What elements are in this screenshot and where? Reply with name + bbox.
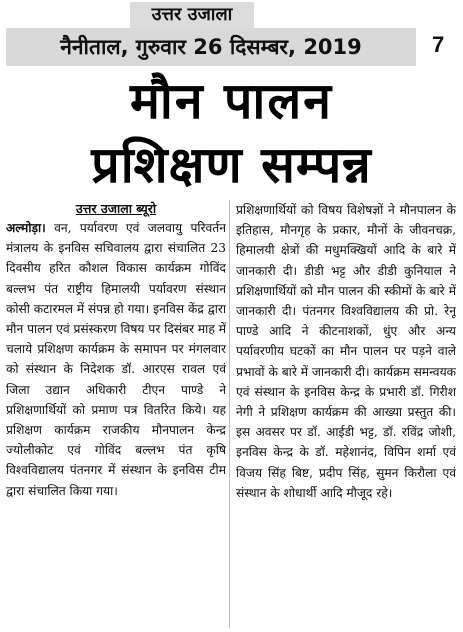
byline: उत्तर उजाला ब्यूरो bbox=[75, 201, 157, 216]
newspaper-name: उत्तर उजाला bbox=[130, 2, 254, 28]
headline-line-2: प्रशिक्षण सम्पन्न bbox=[91, 136, 372, 194]
page-number: 7 bbox=[432, 32, 445, 57]
dateline-place: अल्मोड़ा। bbox=[6, 221, 46, 235]
article-column-1 bbox=[6, 200, 226, 628]
article-column-2 bbox=[236, 200, 456, 628]
edition-dateline: नैनीताल, गुरुवार 26 दिसम्बर, 2019 bbox=[6, 28, 416, 66]
article-paragraph-1 bbox=[6, 218, 226, 501]
headline-line-1: मौन पालन bbox=[129, 72, 333, 130]
masthead bbox=[6, 0, 416, 68]
column-2-text: प्रशिक्षणार्थियों को विषय विशेषज्ञों ने मौनपालन के इतिहास, मौनगृह के प्रकार, मौनों के जीवनचक्र, हिमालयी क्षेत्रों की मधुमक्खियों आदि के बारे में जानकारी दी। डीडी भट्ट और डीडी कुनियाल ने प्रशिक्षणार्थियों को मौन पालन की स्कीमों के बारे में जानकारी दी। पंतनगर विश्वविद्यालय की प्रो. रेनू पाण्डे आदि ने कीटनाशकों, धुंए और अन्य पर्यावरणीय घटकों का मौन पालन पर पड़ने वाले प्रभावों के बारे में जानकारी दी। कार्यक्रम समन्वयक एवं संस्थान के इनविस केन्द्र के प्रभारी डॉ. गिरीश नेगी ने प्रशिक्षण कार्यक्रम की आख्या प्रस्तुत की। इस अवसर पर डॉ. आईडी भट्ट, डॉ. रविंद्र जोशी, इनविस केन्द्र के डॉ. महेशानंद, विपिन शर्मा एवं विजय सिंह बिष्ट, प्रदीप सिंह, सुमन किरौला एवं संस्थान के शोधार्थी आदि मौजूद रहे। bbox=[236, 203, 456, 500]
column-divider bbox=[229, 200, 230, 628]
column-1-text: वन, पर्यावरण एवं जलवायु परिवर्तन मंत्रालय के इनविस सचिवालय द्वारा संचालित 23 दिवसीय हरित कौशल विकास कार्यक्रम गोविंद बल्लभ पंत राष्ट्रीय हिमालयी पर्यावरण संस्थान कोसी कटारमल में संपन्न हो गया। इनविस केंद्र द्वारा मौन पालन एवं प्रसंस्करण विषय पर दिसंबर माह में चलाये प्रशिक्षण कार्यक्रम के समापन पर मंगलवार को संस्थान के निदेशक डॉ. आरएस रावल एवं जिला उद्यान अधिकारी टीएन पाण्डे ने प्रशिक्षणार्थियों को प्रमाण पत्र वितरित किये। यह प्रशिक्षण कार्यक्रम राजकीय मौनपालन केन्द्र ज्योलीकोट एवं गोविंद बल्लभ पंत कृषि विश्वविद्यालय पंतनगर में संस्थान के इनविस टीम द्वारा संचालित किया गया। bbox=[6, 221, 226, 498]
